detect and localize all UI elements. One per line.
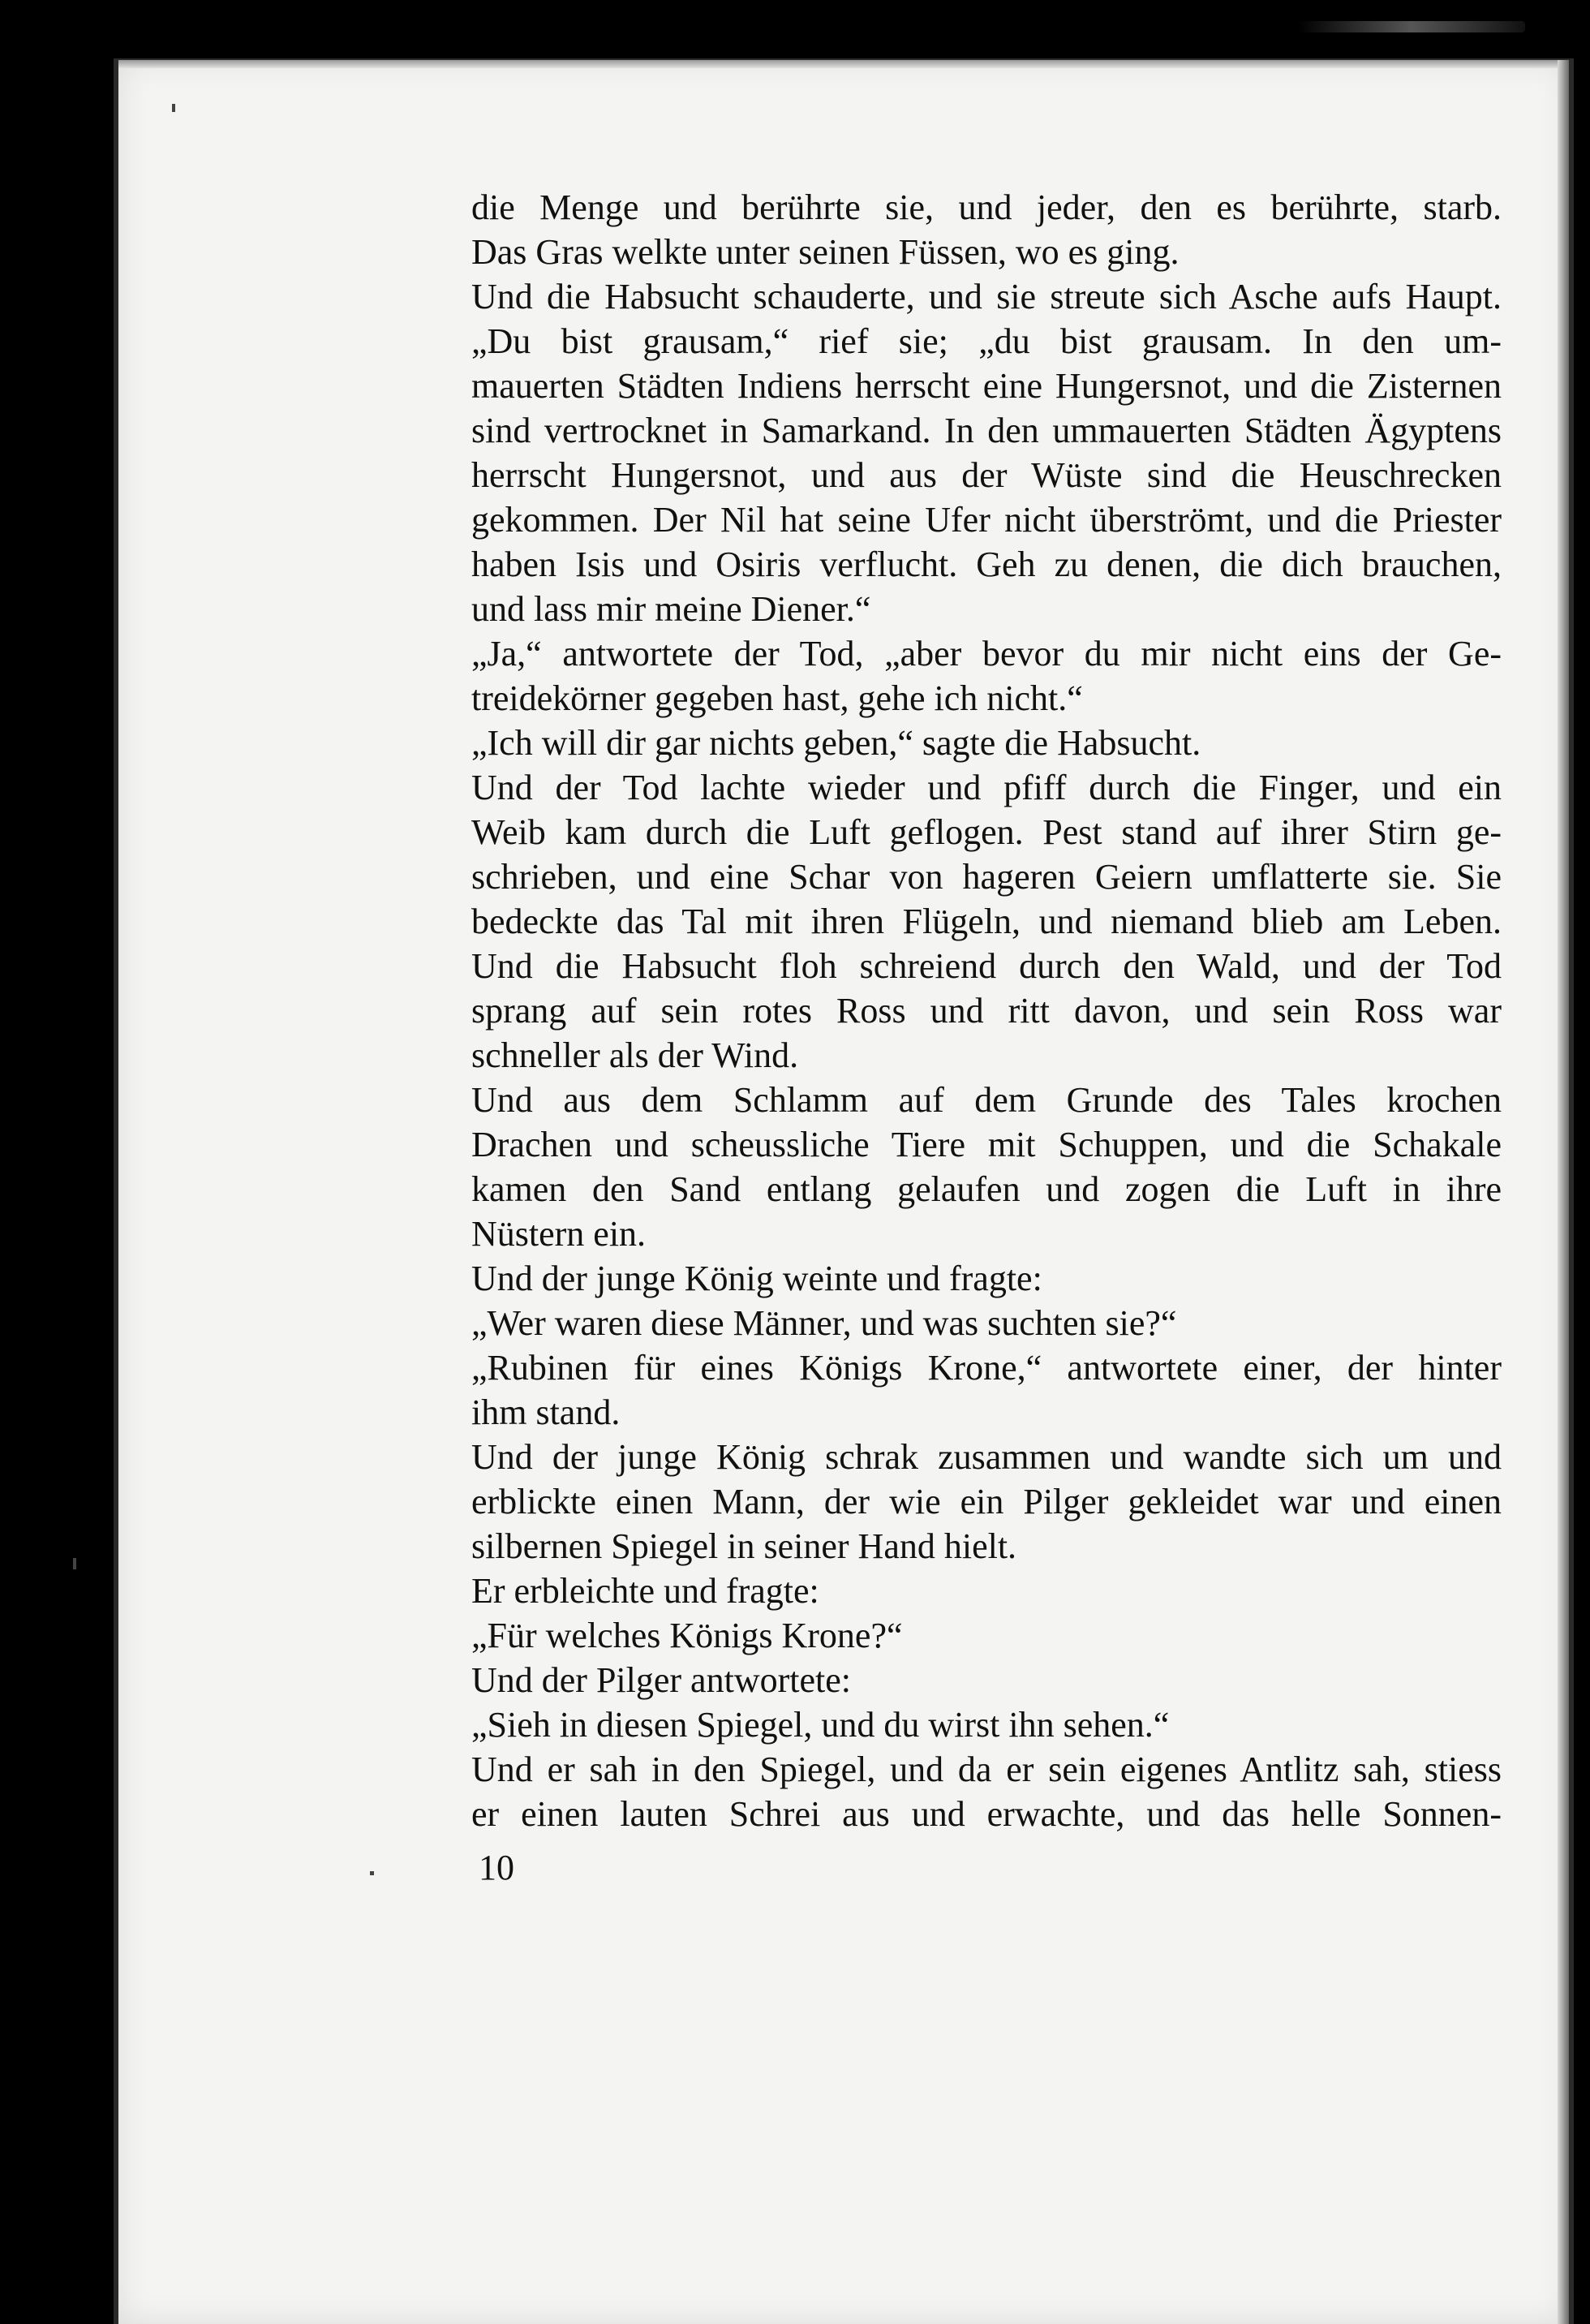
scan-speck [73,1558,76,1569]
text-line: Und der junge König schrak zusammen und wandte sich um und [471,1437,1502,1477]
text-line: Und der junge König weinte und fragte: [471,1259,1042,1298]
text-line: ihm stand. [471,1392,621,1432]
text-line: bedeckte das Tal mit ihren Flügeln, und niemand blieb am Leben. [471,902,1502,941]
text-line: gekommen. Der Nil hat seine Ufer nicht überströmt, und die Priester [471,500,1502,540]
text-line: herrscht Hungersnot, und aus der Wüste sind die Heuschrecken [471,455,1502,495]
scan-speck [172,104,175,112]
text-line: sind vertrocknet in Samarkand. In den ummauerten Städten Ägyptens [471,411,1502,450]
text-line: und lass mir meine Diener.“ [471,589,871,629]
text-line: „Du bist grausam,“ rief sie; „du bist grausam. In den um- [471,321,1502,361]
text-line: Weib kam durch die Luft geflogen. Pest stand auf ihrer Stirn ge- [471,812,1502,852]
page-top-edge [118,60,1569,68]
text-line: mauerten Städten Indiens herrscht eine Hungersnot, und die Zisternen [471,366,1502,406]
text-line: Und er sah in den Spiegel, und da er sein eigenes Antlitz sah, stiess [471,1749,1502,1789]
text-line: „Rubinen für eines Königs Krone,“ antwortete einer, der hinter [471,1348,1502,1388]
text-line: „Ich will dir gar nichts geben,“ sagte die Habsucht. [471,723,1201,763]
scan-speck [370,1871,374,1875]
text-line: „Sieh in diesen Spiegel, und du wirst ihn sehen.“ [471,1705,1170,1745]
page-right-edge [1558,60,1569,2324]
text-line: schrieben, und eine Schar von hageren Geiern umflatterte sie. Sie [471,857,1502,897]
text-line: die Menge und berührte sie, und jeder, den es berührte, starb. [471,187,1502,227]
body-text [471,185,1502,1836]
text-line: Nüstern ein. [471,1214,647,1254]
text-line: Er erbleichte und fragte: [471,1571,819,1611]
text-line: Und der Tod lachte wieder und pfiff durch die Finger, und ein [471,768,1502,807]
text-line: er einen lauten Schrei aus und erwachte, und das helle Sonnen- [471,1794,1502,1834]
text-line: Drachen und scheussliche Tiere mit Schuppen, und die Schakale [471,1125,1502,1164]
text-line: treidekörner gegeben hast, gehe ich nicht.“ [471,678,1083,718]
text-line: silbernen Spiegel in seiner Hand hielt. [471,1526,1017,1566]
text-line: kamen den Sand entlang gelaufen und zogen die Luft in ihre [471,1169,1502,1209]
text-line: haben Isis und Osiris verflucht. Geh zu denen, die dich brauchen, [471,544,1502,584]
text-line: Und der Pilger antwortete: [471,1660,851,1700]
text-line: erblickte einen Mann, der wie ein Pilger gekleidet war und einen [471,1482,1502,1521]
scan-artifact [1298,21,1525,32]
text-line: „Für welches Königs Krone?“ [471,1616,903,1655]
text-line: Das Gras welkte unter seinen Füssen, wo es ging. [471,232,1180,272]
text-line: „Ja,“ antwortete der Tod, „aber bevor du mir nicht eins der Ge- [471,634,1502,674]
text-line: Und die Habsucht schauderte, und sie streute sich Asche aufs Haupt. [471,277,1502,316]
text-line: schneller als der Wind. [471,1035,799,1075]
text-line: Und die Habsucht floh schreiend durch den Wald, und der Tod [471,946,1502,986]
text-line: sprang auf sein rotes Ross und ritt davon, und sein Ross war [471,991,1502,1031]
text-line: „Wer waren diese Männer, und was suchten sie?“ [471,1303,1177,1343]
text-line: Und aus dem Schlamm auf dem Grunde des Tales krochen [471,1080,1502,1120]
page-number: 10 [479,1848,514,1887]
